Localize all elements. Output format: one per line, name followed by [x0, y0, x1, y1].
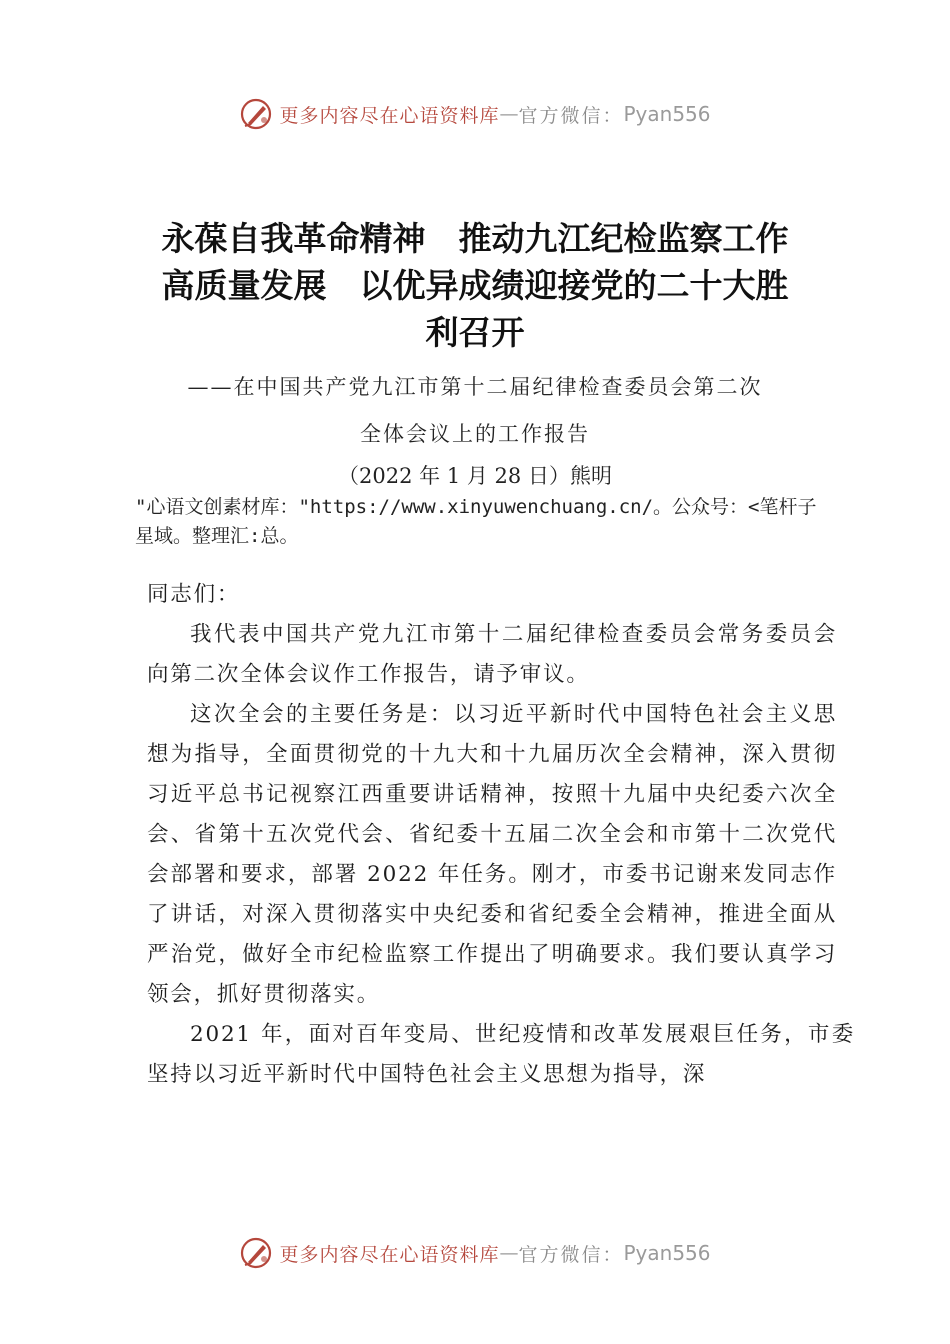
greeting: 同志们： [147, 582, 241, 607]
title-line-2: 高质量发展 以优异成绩迎接党的二十大胜 [161, 266, 789, 305]
banner-wechat-label: 官方微信： [518, 104, 624, 127]
document-title [120, 215, 830, 356]
footer-banner [0, 1233, 950, 1273]
header-banner [0, 94, 950, 134]
banner-text: 更多内容尽在心语资料库 [279, 1243, 500, 1266]
banner-separator: — [499, 103, 519, 125]
subtitle-line-2: 全体会议上的工作报告 [360, 422, 590, 446]
banner-wechat-id: Pyan556 [623, 1241, 711, 1265]
title-line-1: 永葆自我革命精神 推动九江纪检监察工作 [161, 219, 789, 258]
paragraph-3: 2021 年，面对百年变局、世纪疫情和改革发展艰巨任务，市委坚持以习近平新时代中国特色社会主义思想为指导，深 [147, 1022, 855, 1087]
title-line-3: 利召开 [425, 313, 525, 352]
banner-wechat-label: 官方微信： [518, 1243, 624, 1266]
banner-separator: — [499, 1242, 519, 1264]
paragraph-1: 我代表中国共产党九江市第十二届纪律检查委员会常务委员会向第二次全体会议作工作报告，请予审议。 [147, 622, 837, 687]
dateline: （2022 年 1 月 28 日）熊明 [338, 464, 612, 488]
subtitle-line-1: ——在中国共产党九江市第十二届纪律检查委员会第二次 [187, 375, 763, 399]
paragraph-2: 这次全会的主要任务是：以习近平新时代中国特色社会主义思想为指导，全面贯彻党的十九大和十九届历次全会精神，深入贯彻习近平总书记视察江西重要讲话精神，按照十九届中央纪委六次全会、省第十五次党代会、省纪委十五届二次全会和市第十二次党代会部署和要求，部署 2022 年任务。刚才，市委书记谢来发同志作了讲话，对深入贯彻落实中央纪委和省纪委全会精神，推进全面从严治党，做好全市纪检监察工作提出了明确要求。我们要认真学习领会，抓好贯彻落实。 [147, 702, 837, 1007]
source-note: "心语文创素材库："https://www.xinyuwenchuang.cn/。公众号：<笔杆子星域。整理汇:总。 [135, 496, 817, 547]
quill-logo-icon [239, 97, 273, 131]
banner-text: 更多内容尽在心语资料库 [279, 104, 500, 127]
quill-logo-icon [239, 1236, 273, 1270]
report-body [147, 575, 855, 1095]
banner-wechat-id: Pyan556 [623, 102, 711, 126]
